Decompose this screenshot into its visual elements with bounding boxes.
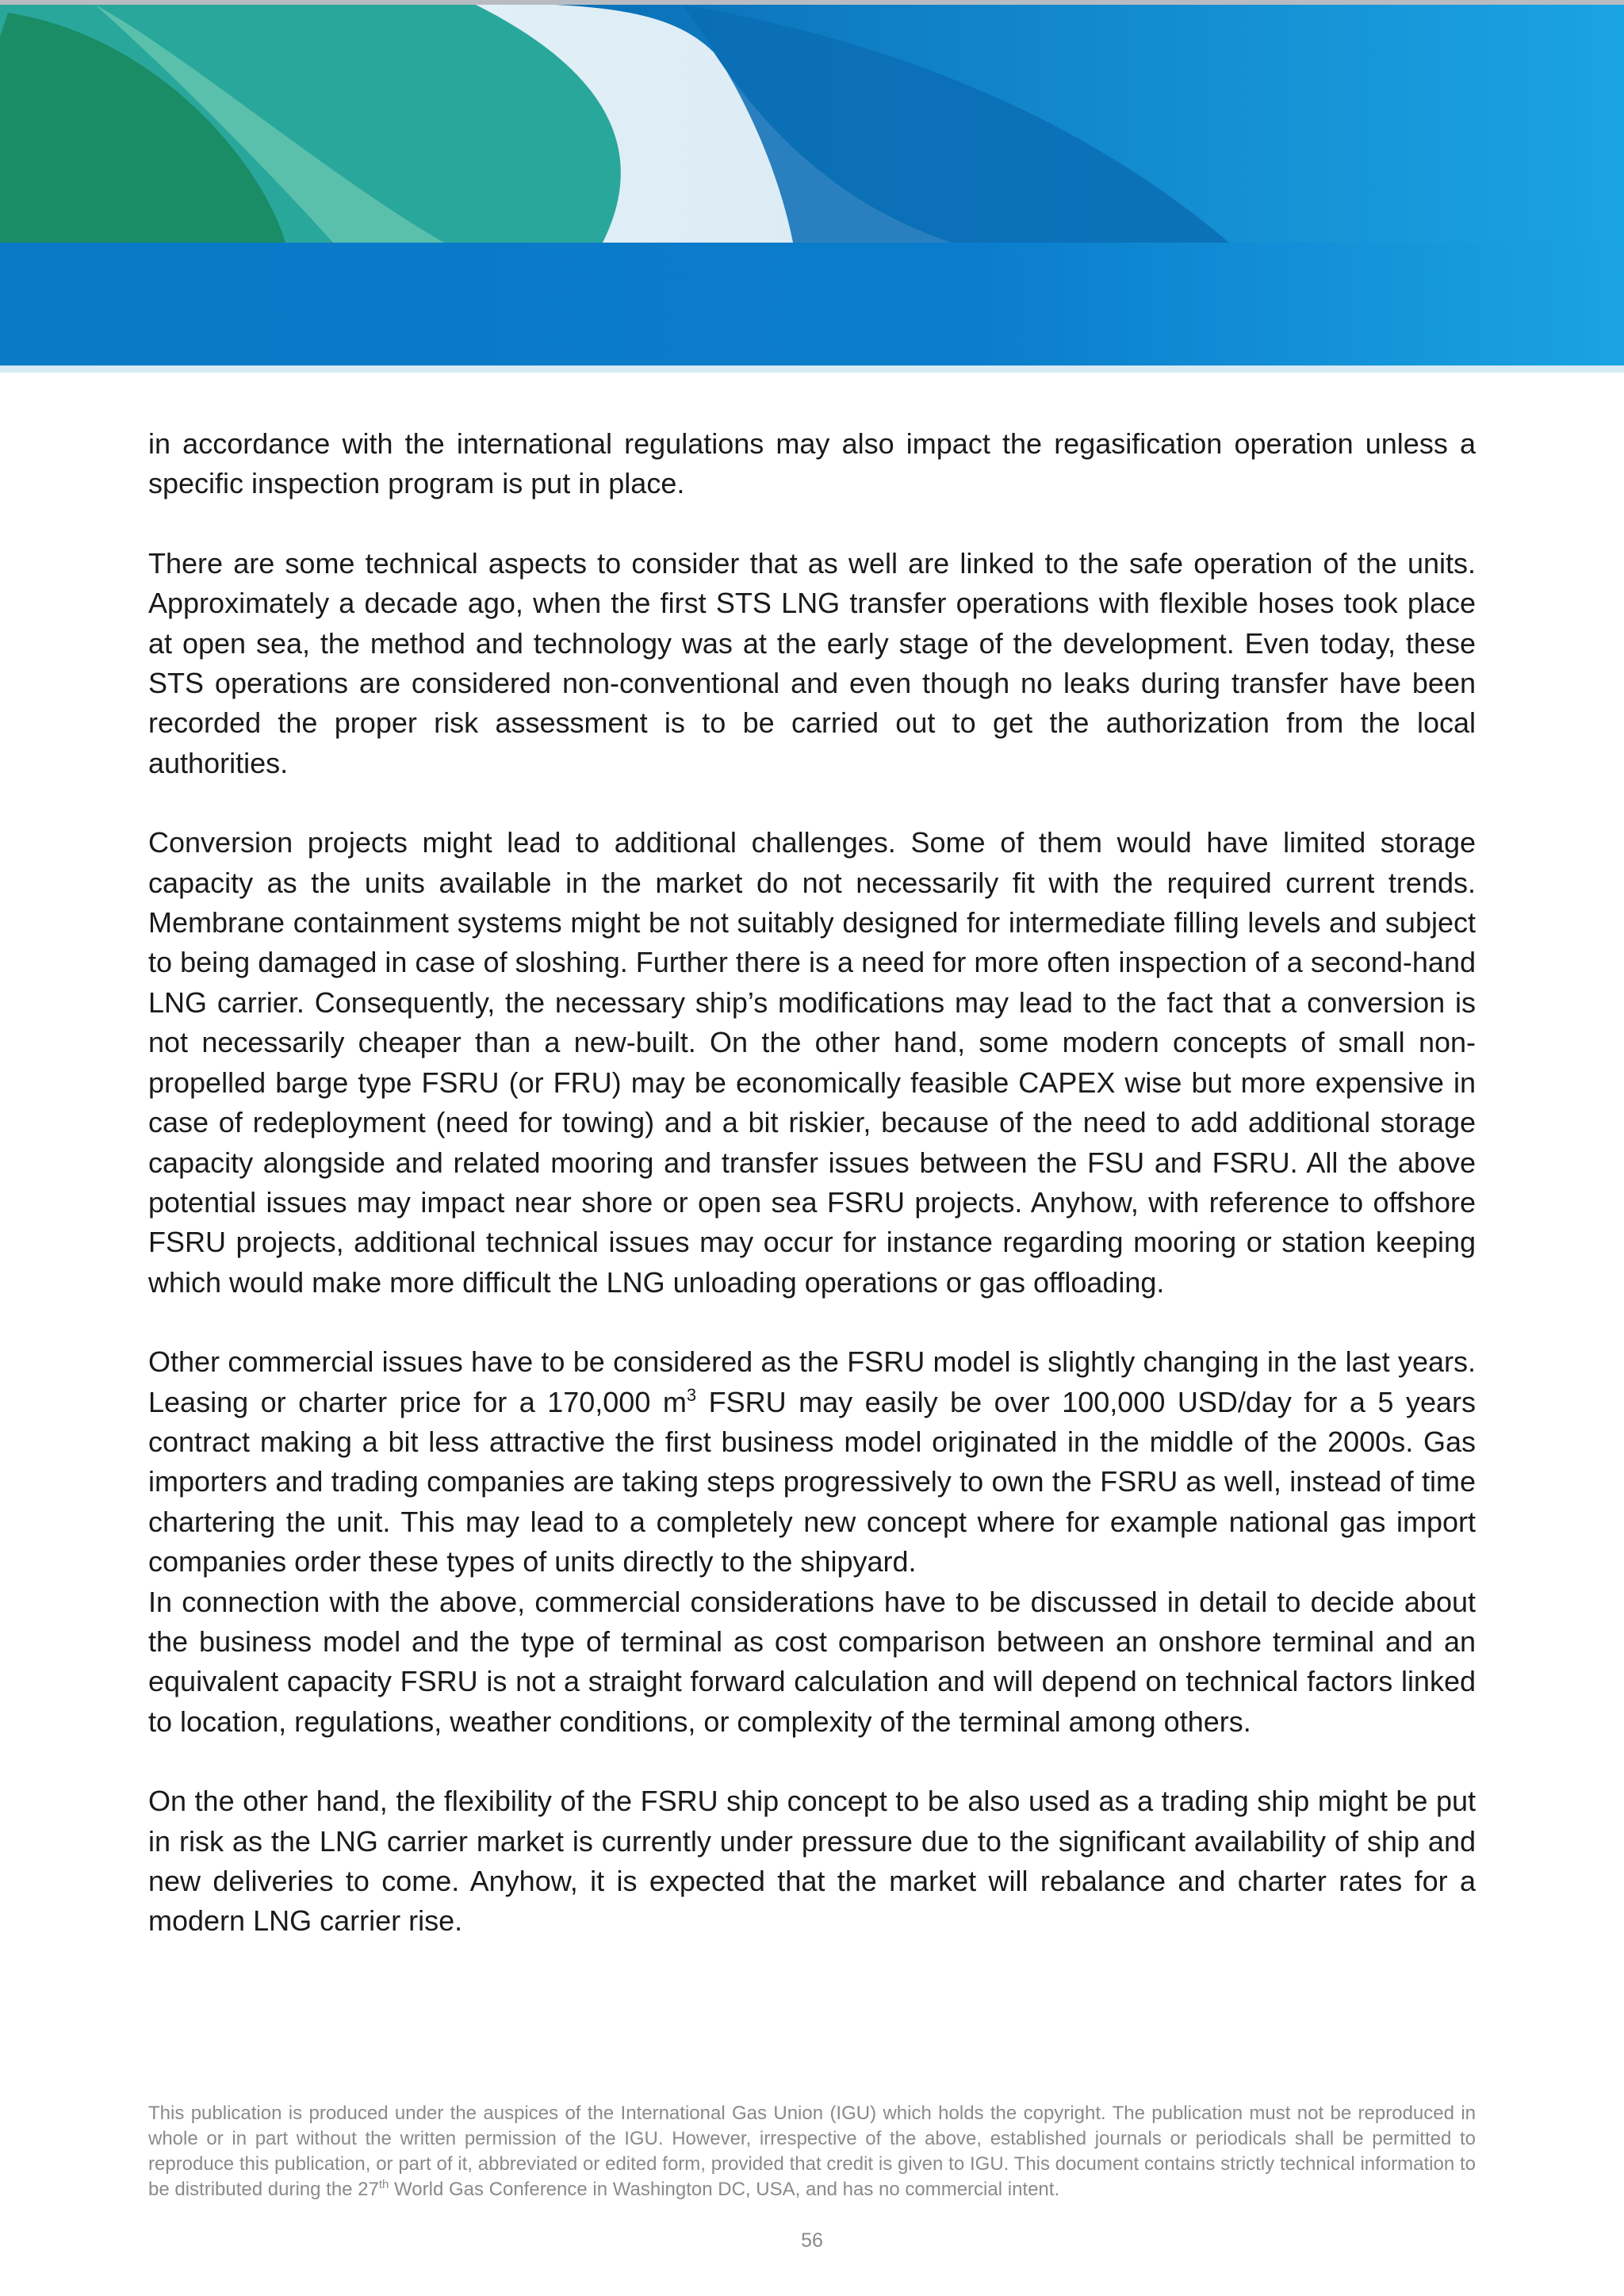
paragraph-1: in accordance with the international regulations may also impact the regasification operation unless a specific inspection program is put in place. xyxy=(148,427,1476,500)
footer-text-a: This publication is produced under the auspices of the International Gas Union (IGU) which holds the copyright. The publication must not be reproduced in whole or in part without the written permission of the IGU. However, irrespective of the above, established journals or periodicals shall be permitted to reproduce this publication, or part of it, abbreviated or edited form, provided that credit is given to IGU. This document contains strictly technical information to be distributed during the 27 xyxy=(148,2103,1476,2200)
cubic-superscript: 3 xyxy=(686,1384,697,1405)
banner-bottom-edge xyxy=(0,365,1624,373)
body-text xyxy=(148,424,1476,1942)
header-banner xyxy=(0,0,1624,373)
paragraph-6: On the other hand, the flexibility of the FSRU ship concept to be also used as a trading ship might be put in risk as the LNG carrier market is currently under pressure due to the significant availability of ship and new deliveries to come. Anyhow, it is expected that the market will rebalance and charter rates for a modern LNG carrier rise. xyxy=(148,1785,1476,1938)
paragraph-4-text-a: Other commercial issues have to be considered as the FSRU model is slightly changing in the last years. Leasing or charter price for a 170,000 m xyxy=(148,1345,1476,1418)
paragraph-3: Conversion projects might lead to additional challenges. Some of them would have limited storage capacity as the units available in the market do not necessarily fit with the required current trends. Membrane containment systems might be not suitably designed for intermediate filling levels and subject to being damaged in case of sloshing. Further there is a need for more often inspection of a second-hand LNG carrier. Consequently, the necessary ship’s modifications may lead to the fact that a conversion is not necessarily cheaper than a new-built. On the other hand, some modern concepts of small non-propelled barge type FSRU (or FRU) may be economically feasible CAPEX wise but more expensive in case of redeployment (need for towing) and a bit riskier, because of the need to add additional storage capacity alongside and related mooring and transfer issues between the FSU and FSRU. All the above potential issues may impact near shore or open sea FSRU projects. Anyhow, with reference to offshore FSRU projects, additional technical issues may occur for instance regarding mooring or station keeping which would make more difficult the LNG unloading operations or gas offloading. xyxy=(148,826,1476,1299)
copyright-footer xyxy=(148,2101,1476,2202)
header-banner-graphic xyxy=(0,5,1624,373)
paragraph-4-text-b: FSRU may easily be over 100,000 USD/day for a 5 years contract making a bit less attractive the first business model originated in the middle of the 2000s. Gas importers and trading companies are taking steps progressively to own the FSRU as well, instead of time chartering the unit. This may lead to a completely new concept where for example national gas import companies order these types of units directly to the shipyard. xyxy=(148,1385,1476,1578)
paragraph-2: There are some technical aspects to consider that as well are linked to the safe operation of the units. Approximately a decade ago, when the first STS LNG transfer operations with flexible hoses took place at open sea, the method and technology was at the early stage of the development. Even today, these STS operations are considered non-conventional and even though no leaks during transfer have been recorded the proper risk assessment is to be carried out to get the authorization from the local authorities. xyxy=(148,546,1476,779)
banner-blue-band xyxy=(0,243,1624,369)
footer-text-b: World Gas Conference in Washington DC, USA, and has no commercial intent. xyxy=(389,2179,1060,2200)
paragraph-4 xyxy=(148,1342,1476,1582)
paragraph-5: In connection with the above, commercial considerations have to be discussed in detail to decide about the business model and the type of terminal as cost comparison between an onshore terminal and an equivalent capacity FSRU is not a straight forward calculation and will depend on technical factors linked to location, regulations, weather conditions, or complexity of the terminal among others. xyxy=(148,1585,1476,1738)
page-number: 56 xyxy=(801,2229,823,2252)
footer-ordinal-superscript: th xyxy=(378,2178,389,2191)
